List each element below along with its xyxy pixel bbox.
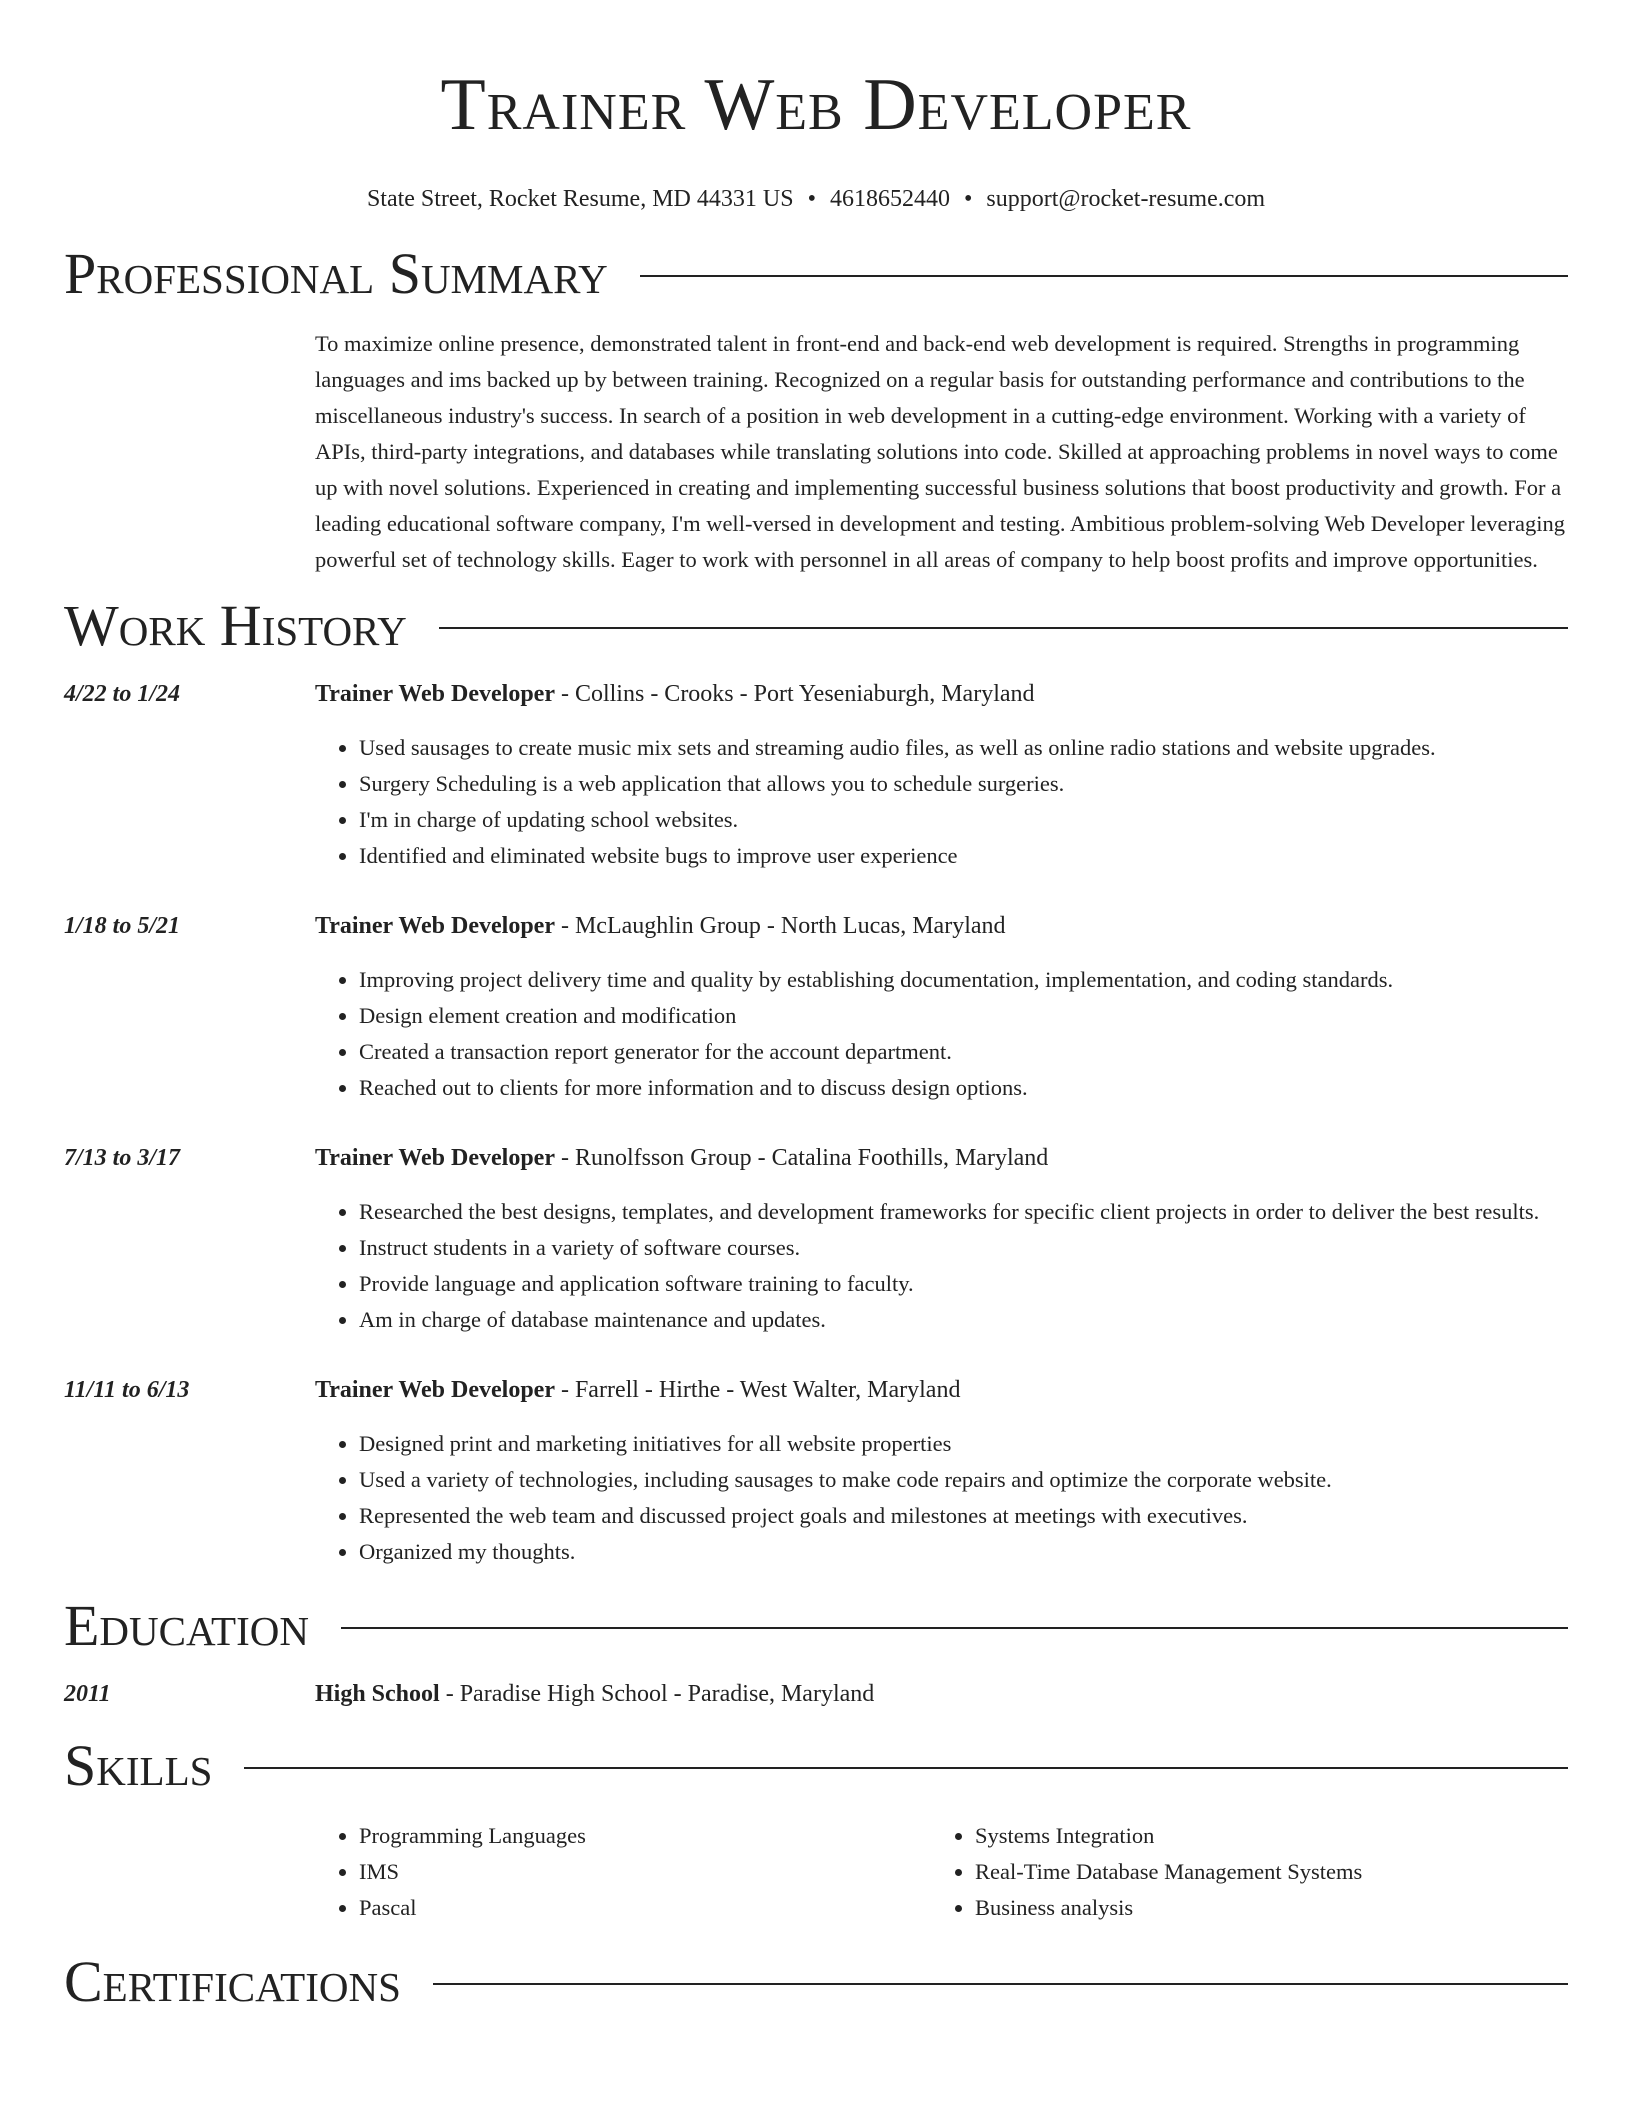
job-body (315, 1372, 1568, 1570)
job-entry (64, 1372, 1568, 1570)
job-bullet: • Improving project delivery time and quality by establishing documentation, implementation, and coding standards. (359, 962, 1568, 998)
candidate-name: Trainer Web Developer (440, 64, 1192, 146)
job-bullets (315, 1426, 1568, 1570)
job-bullets (315, 1194, 1568, 1338)
job-title-line (315, 676, 1568, 712)
job-title: Trainer Web Developer (315, 1377, 555, 1403)
section-title: Professional Summary (64, 241, 608, 306)
job-entry (64, 908, 1568, 1106)
job-dates: 4/22 to 1/24 (64, 681, 181, 707)
education-line (315, 1676, 1568, 1712)
job-bullet: • Identified and eliminated website bugs to improve user experience (359, 838, 1568, 874)
education-details: - Paradise High School - Paradise, Maryland (439, 1681, 875, 1707)
email: support@rocket-resume.com (986, 186, 1266, 212)
job-entry (64, 1140, 1568, 1338)
education-year: 2011 (64, 1681, 111, 1707)
skills-list (315, 1818, 1568, 1926)
address: State Street, Rocket Resume, MD 44331 US (366, 186, 794, 212)
job-bullet: • Designed print and marketing initiatives for all website properties (359, 1426, 1568, 1462)
skill-item: • Real-Time Database Management Systems (975, 1854, 1547, 1890)
education-body (315, 1676, 1568, 1712)
section-title: Education (64, 1593, 309, 1658)
job-details: - McLaughlin Group - North Lucas, Maryland (554, 913, 1006, 939)
job-title: Trainer Web Developer (315, 913, 555, 939)
skill-item: • IMS (359, 1854, 931, 1890)
contact-line (64, 184, 1568, 214)
section-title: Skills (64, 1733, 213, 1798)
job-details: - Runolfsson Group - Catalina Foothills, Maryland (554, 1145, 1049, 1171)
section-heading-education (64, 1594, 1568, 1658)
job-title-line (315, 1372, 1568, 1408)
section-heading-work-history (64, 594, 1568, 658)
job-details: - Farrell - Hirthe - West Walter, Maryland (554, 1377, 961, 1403)
job-title: Trainer Web Developer (315, 1145, 555, 1171)
job-body (315, 908, 1568, 1106)
section-title: Certifications (64, 1949, 401, 2014)
job-bullets (315, 962, 1568, 1106)
job-bullet: • Represented the web team and discussed project goals and milestones at meetings with executives. (359, 1498, 1568, 1534)
section-rule (439, 627, 1568, 629)
summary-text: To maximize online presence, demonstrated talent in front-end and back-end web development is required. Strengths in programming languages and ims backed up by between training. Recognized on a regular basis for outstanding performance and contributions to the miscellaneous industry's success. In search of a position in web development in a cutting-edge environment. Working with a variety of APIs, third-party integrations, and databases while translating solutions into code. Skilled at approaching problems in novel ways to come up with novel solutions. Experienced in creating and implementing successful business solutions that boost productivity and growth. For a leading educational software company, I'm well-versed in development and testing. Ambitious problem-solving Web Developer leveraging powerful set of technology skills. Eager to work with personnel in all areas of company to help boost profits and improve opportunities. (315, 331, 1566, 572)
skill-item: • Business analysis (975, 1890, 1547, 1926)
section-rule (433, 1983, 1568, 1985)
job-bullet: • Instruct students in a variety of software courses. (359, 1230, 1568, 1266)
job-bullet: • Organized my thoughts. (359, 1534, 1568, 1570)
job-bullets (315, 730, 1568, 874)
job-bullet: • Researched the best designs, templates, and development frameworks for specific client projects in order to deliver the best results. (359, 1194, 1568, 1230)
contact-separator: • (807, 186, 816, 212)
resume-page (64, 0, 1568, 2014)
job-details: - Collins - Crooks - Port Yeseniaburgh, Maryland (554, 681, 1035, 707)
job-bullet: • Surgery Scheduling is a web application that allows you to schedule surgeries. (359, 766, 1568, 802)
job-dates: 7/13 to 3/17 (64, 1145, 181, 1171)
section-title: Work History (64, 593, 407, 658)
job-dates: 11/11 to 6/13 (64, 1377, 190, 1403)
job-title-line (315, 908, 1568, 944)
skill-item: • Programming Languages (359, 1818, 931, 1854)
job-bullet: • I'm in charge of updating school websites. (359, 802, 1568, 838)
education-entry (64, 1676, 1568, 1712)
job-bullet: • Am in charge of database maintenance and updates. (359, 1302, 1568, 1338)
job-bullet: • Created a transaction report generator for the account department. (359, 1034, 1568, 1070)
section-rule (244, 1767, 1568, 1769)
job-entry (64, 676, 1568, 874)
section-heading-certifications (64, 1950, 1568, 2014)
job-dates: 1/18 to 5/21 (64, 913, 181, 939)
section-rule (640, 275, 1568, 277)
job-body (315, 676, 1568, 874)
skill-item: • Systems Integration (975, 1818, 1547, 1854)
contact-separator: • (963, 186, 973, 212)
skills-column-right (931, 1818, 1547, 1926)
phone: 4618652440 (829, 186, 950, 212)
job-body (315, 1140, 1568, 1338)
section-heading-skills (64, 1734, 1568, 1798)
job-title: Trainer Web Developer (315, 681, 555, 707)
section-heading-summary (64, 242, 1568, 306)
job-bullet: • Provide language and application software training to faculty. (359, 1266, 1568, 1302)
job-bullet: • Design element creation and modification (359, 998, 1568, 1034)
job-bullet: • Used a variety of technologies, including sausages to make code repairs and optimize the corporate website. (359, 1462, 1568, 1498)
job-bullet: • Reached out to clients for more information and to discuss design options. (359, 1070, 1568, 1106)
section-rule (341, 1627, 1568, 1629)
job-title-line (315, 1140, 1568, 1176)
education-degree: High School (315, 1681, 440, 1707)
skill-item: • Pascal (359, 1890, 931, 1926)
job-bullet: • Used sausages to create music mix sets and streaming audio files, as well as online radio stations and website upgrades. (359, 730, 1568, 766)
skills-column-left (315, 1818, 931, 1926)
